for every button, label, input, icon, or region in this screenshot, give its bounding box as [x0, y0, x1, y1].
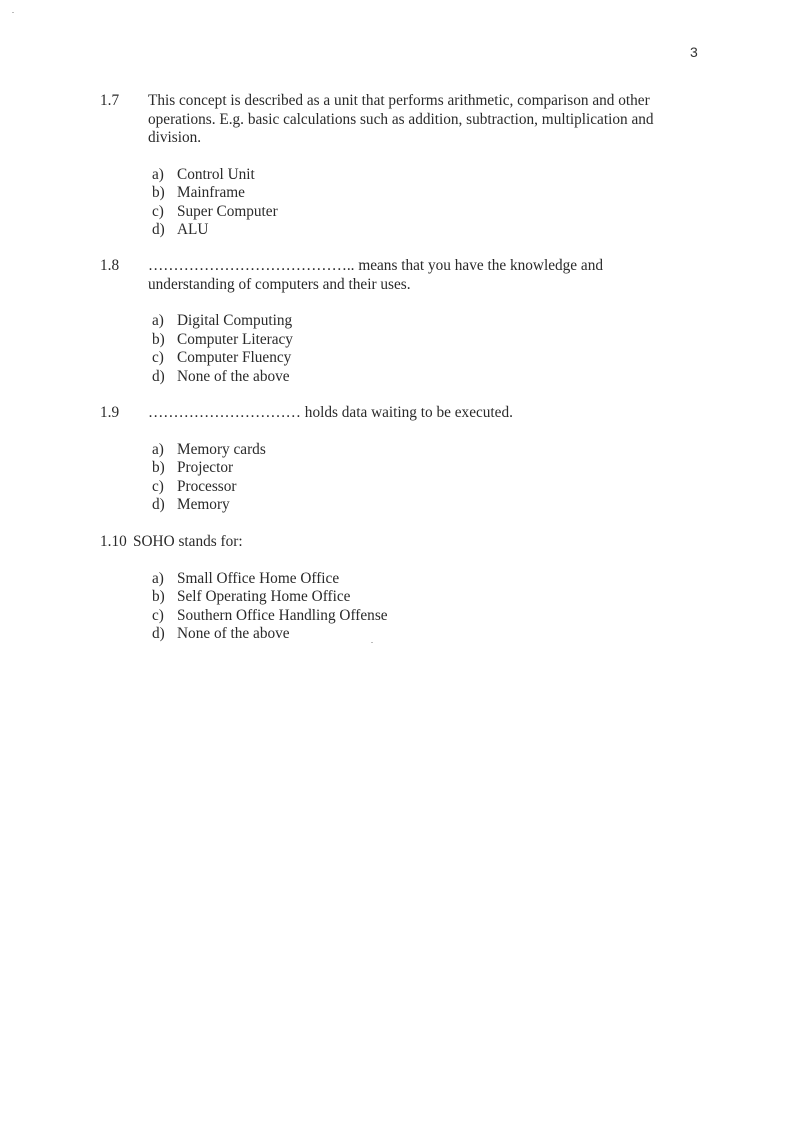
option-text: Memory — [177, 496, 230, 513]
option-text: Control Unit — [177, 165, 255, 183]
option-letter: d) — [152, 367, 165, 385]
question-number: 1.9 — [100, 404, 120, 421]
option-letter: a) — [152, 165, 164, 183]
option-text: None of the above — [177, 367, 290, 385]
option-c — [152, 607, 700, 626]
option-text: Projector — [177, 459, 234, 476]
option-text: Southern Office Handling Offense — [177, 606, 388, 624]
question-number: 1.7 — [100, 92, 120, 109]
option-text: Digital Computing — [177, 312, 293, 329]
option-letter: a) — [152, 569, 164, 587]
option-a — [152, 166, 700, 185]
page-number: 3 — [690, 44, 698, 60]
option-letter: a) — [152, 440, 164, 458]
option-text: None of the above — [177, 625, 290, 642]
option-text: ALU — [177, 221, 209, 238]
option-c — [152, 478, 700, 497]
option-text: Memory cards — [177, 440, 266, 458]
option-letter: c) — [152, 202, 164, 220]
option-letter: c) — [152, 477, 164, 495]
question-number: 1.8 — [100, 257, 120, 274]
option-letter: d) — [152, 496, 165, 513]
option-text: Super Computer — [177, 202, 278, 220]
option-text: Processor — [177, 477, 237, 495]
option-d — [152, 368, 700, 387]
question-text: ………………………… holds data waiting to be executed. — [148, 404, 513, 421]
option-letter: b) — [152, 459, 165, 476]
option-letter: b) — [152, 588, 165, 605]
question-1-7 — [100, 92, 700, 240]
option-letter: b) — [152, 184, 165, 201]
question-text: This concept is described as a unit that performs arithmetic, comparison and other operations. E.g. basic calculations such as addition, subtraction, multiplication and division. — [148, 92, 654, 146]
option-c — [152, 349, 700, 368]
option-a — [152, 441, 700, 460]
option-b — [152, 459, 700, 478]
option-text: Small Office Home Office — [177, 569, 340, 587]
option-letter: d) — [152, 625, 165, 642]
option-text: Self Operating Home Office — [177, 588, 351, 605]
option-d — [152, 496, 700, 515]
option-a — [152, 570, 700, 589]
question-text: SOHO stands for: — [133, 533, 243, 550]
option-a — [152, 312, 700, 331]
question-1-8 — [100, 257, 700, 386]
option-letter: c) — [152, 606, 164, 624]
option-d — [152, 221, 700, 240]
scan-speck — [371, 642, 373, 643]
option-text: Computer Fluency — [177, 349, 292, 366]
question-1-9 — [100, 404, 700, 515]
option-d — [152, 625, 700, 644]
option-letter: d) — [152, 221, 165, 238]
question-text: ………………………………….. means that you have the knowledge and understanding of computers and their uses. — [148, 257, 604, 293]
option-b — [152, 331, 700, 350]
option-letter: a) — [152, 312, 164, 329]
option-b — [152, 184, 700, 203]
option-letter: b) — [152, 330, 165, 348]
scan-speck — [12, 12, 14, 13]
option-c — [152, 203, 700, 222]
option-letter: c) — [152, 349, 164, 366]
option-list — [152, 441, 700, 515]
question-1-10 — [100, 533, 700, 644]
option-text: Mainframe — [177, 184, 245, 201]
option-list — [152, 312, 700, 386]
option-list — [152, 570, 700, 644]
option-list — [152, 166, 700, 240]
option-b — [152, 588, 700, 607]
option-text: Computer Literacy — [177, 330, 293, 348]
question-number: 1.10 — [100, 533, 127, 550]
